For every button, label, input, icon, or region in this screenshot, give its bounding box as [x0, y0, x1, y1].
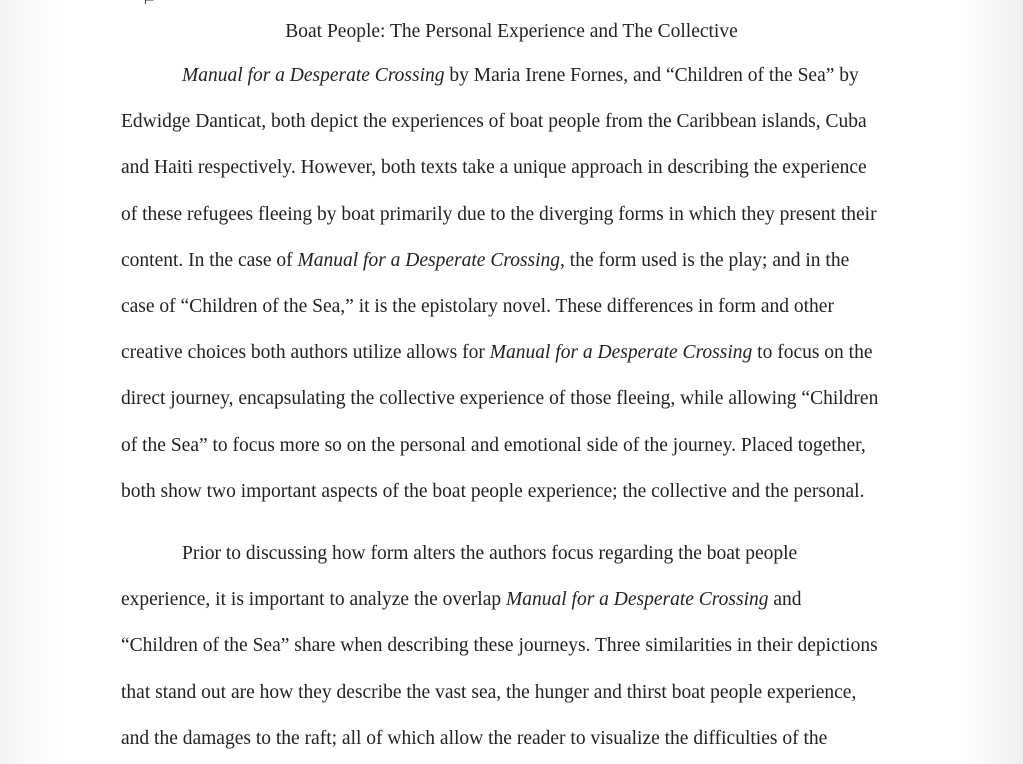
paragraph-1-line	[121, 295, 834, 319]
document-title: Boat People: The Personal Experience and The Collective	[285, 21, 738, 42]
paragraph-1-line	[121, 110, 867, 134]
paragraph-2-line	[121, 634, 878, 658]
body-text: of these refugees fleeing by boat primarily due to the diverging forms in which they present their	[121, 203, 877, 225]
body-text: by Maria Irene Fornes, and “Children of the Sea” by	[444, 65, 859, 86]
body-text: direct journey, encapsulating the collective experience of those fleeing, while allowing “Children	[121, 388, 879, 410]
italic-title-text: Manual for a Desperate Crossing	[182, 65, 445, 86]
page-edge-mark: ⌐	[144, 0, 155, 10]
body-text: Edwidge Danticat, both depict the experiences of boat people from the Caribbean islands, Cuba	[121, 111, 867, 133]
body-text: of the Sea” to focus more so on the personal and emotional side of the journey. Placed together,	[121, 434, 866, 456]
paragraph-1-line	[121, 203, 877, 227]
body-text: both show two important aspects of the boat people experience; the collective and the personal.	[121, 480, 865, 502]
paragraph-1-line	[121, 434, 866, 458]
body-text: “Children of the Sea” share when describing these journeys. Three similarities in their depictions	[121, 635, 878, 657]
paragraph-2-line	[182, 542, 797, 566]
paragraph-1-line	[121, 480, 864, 504]
body-text: case of “Children of the Sea,” it is the epistolary novel. These differences in form and other	[121, 296, 834, 317]
body-text: Prior to discussing how form alters the authors focus regarding the boat people	[182, 543, 798, 564]
body-text: and the damages to the raft; all of which allow the reader to visualize the difficulties of the	[121, 727, 828, 749]
italic-title-text: Manual for a Desperate Crossing,	[297, 249, 565, 271]
body-text: experience, it is important to analyze the overlap	[121, 589, 506, 611]
body-text: creative choices both authors utilize allows for	[121, 342, 490, 364]
body-text: that stand out are how they describe the vast sea, the hunger and thirst boat people experience,	[121, 681, 857, 703]
paragraph-2-line	[121, 727, 827, 751]
body-text: to focus on the	[752, 342, 873, 364]
body-text: content. In the case of	[121, 249, 298, 271]
italic-title-text: Manual for a Desperate Crossing	[505, 589, 769, 611]
paragraph-1-line	[121, 341, 873, 365]
body-text: the form used is the play; and in the	[564, 249, 850, 271]
italic-title-text: Manual for a Desperate Crossing	[489, 342, 753, 364]
paragraph-1-line	[121, 156, 867, 180]
paragraph-1-line	[121, 249, 849, 273]
paragraph-1-line	[121, 387, 878, 411]
paragraph-2-line	[121, 681, 856, 705]
body-text: and	[768, 589, 802, 611]
body-text: and Haiti respectively. However, both texts take a unique approach in describing the experience	[121, 157, 867, 179]
paragraph-1-line	[182, 64, 859, 88]
paragraph-2-line	[121, 588, 802, 612]
